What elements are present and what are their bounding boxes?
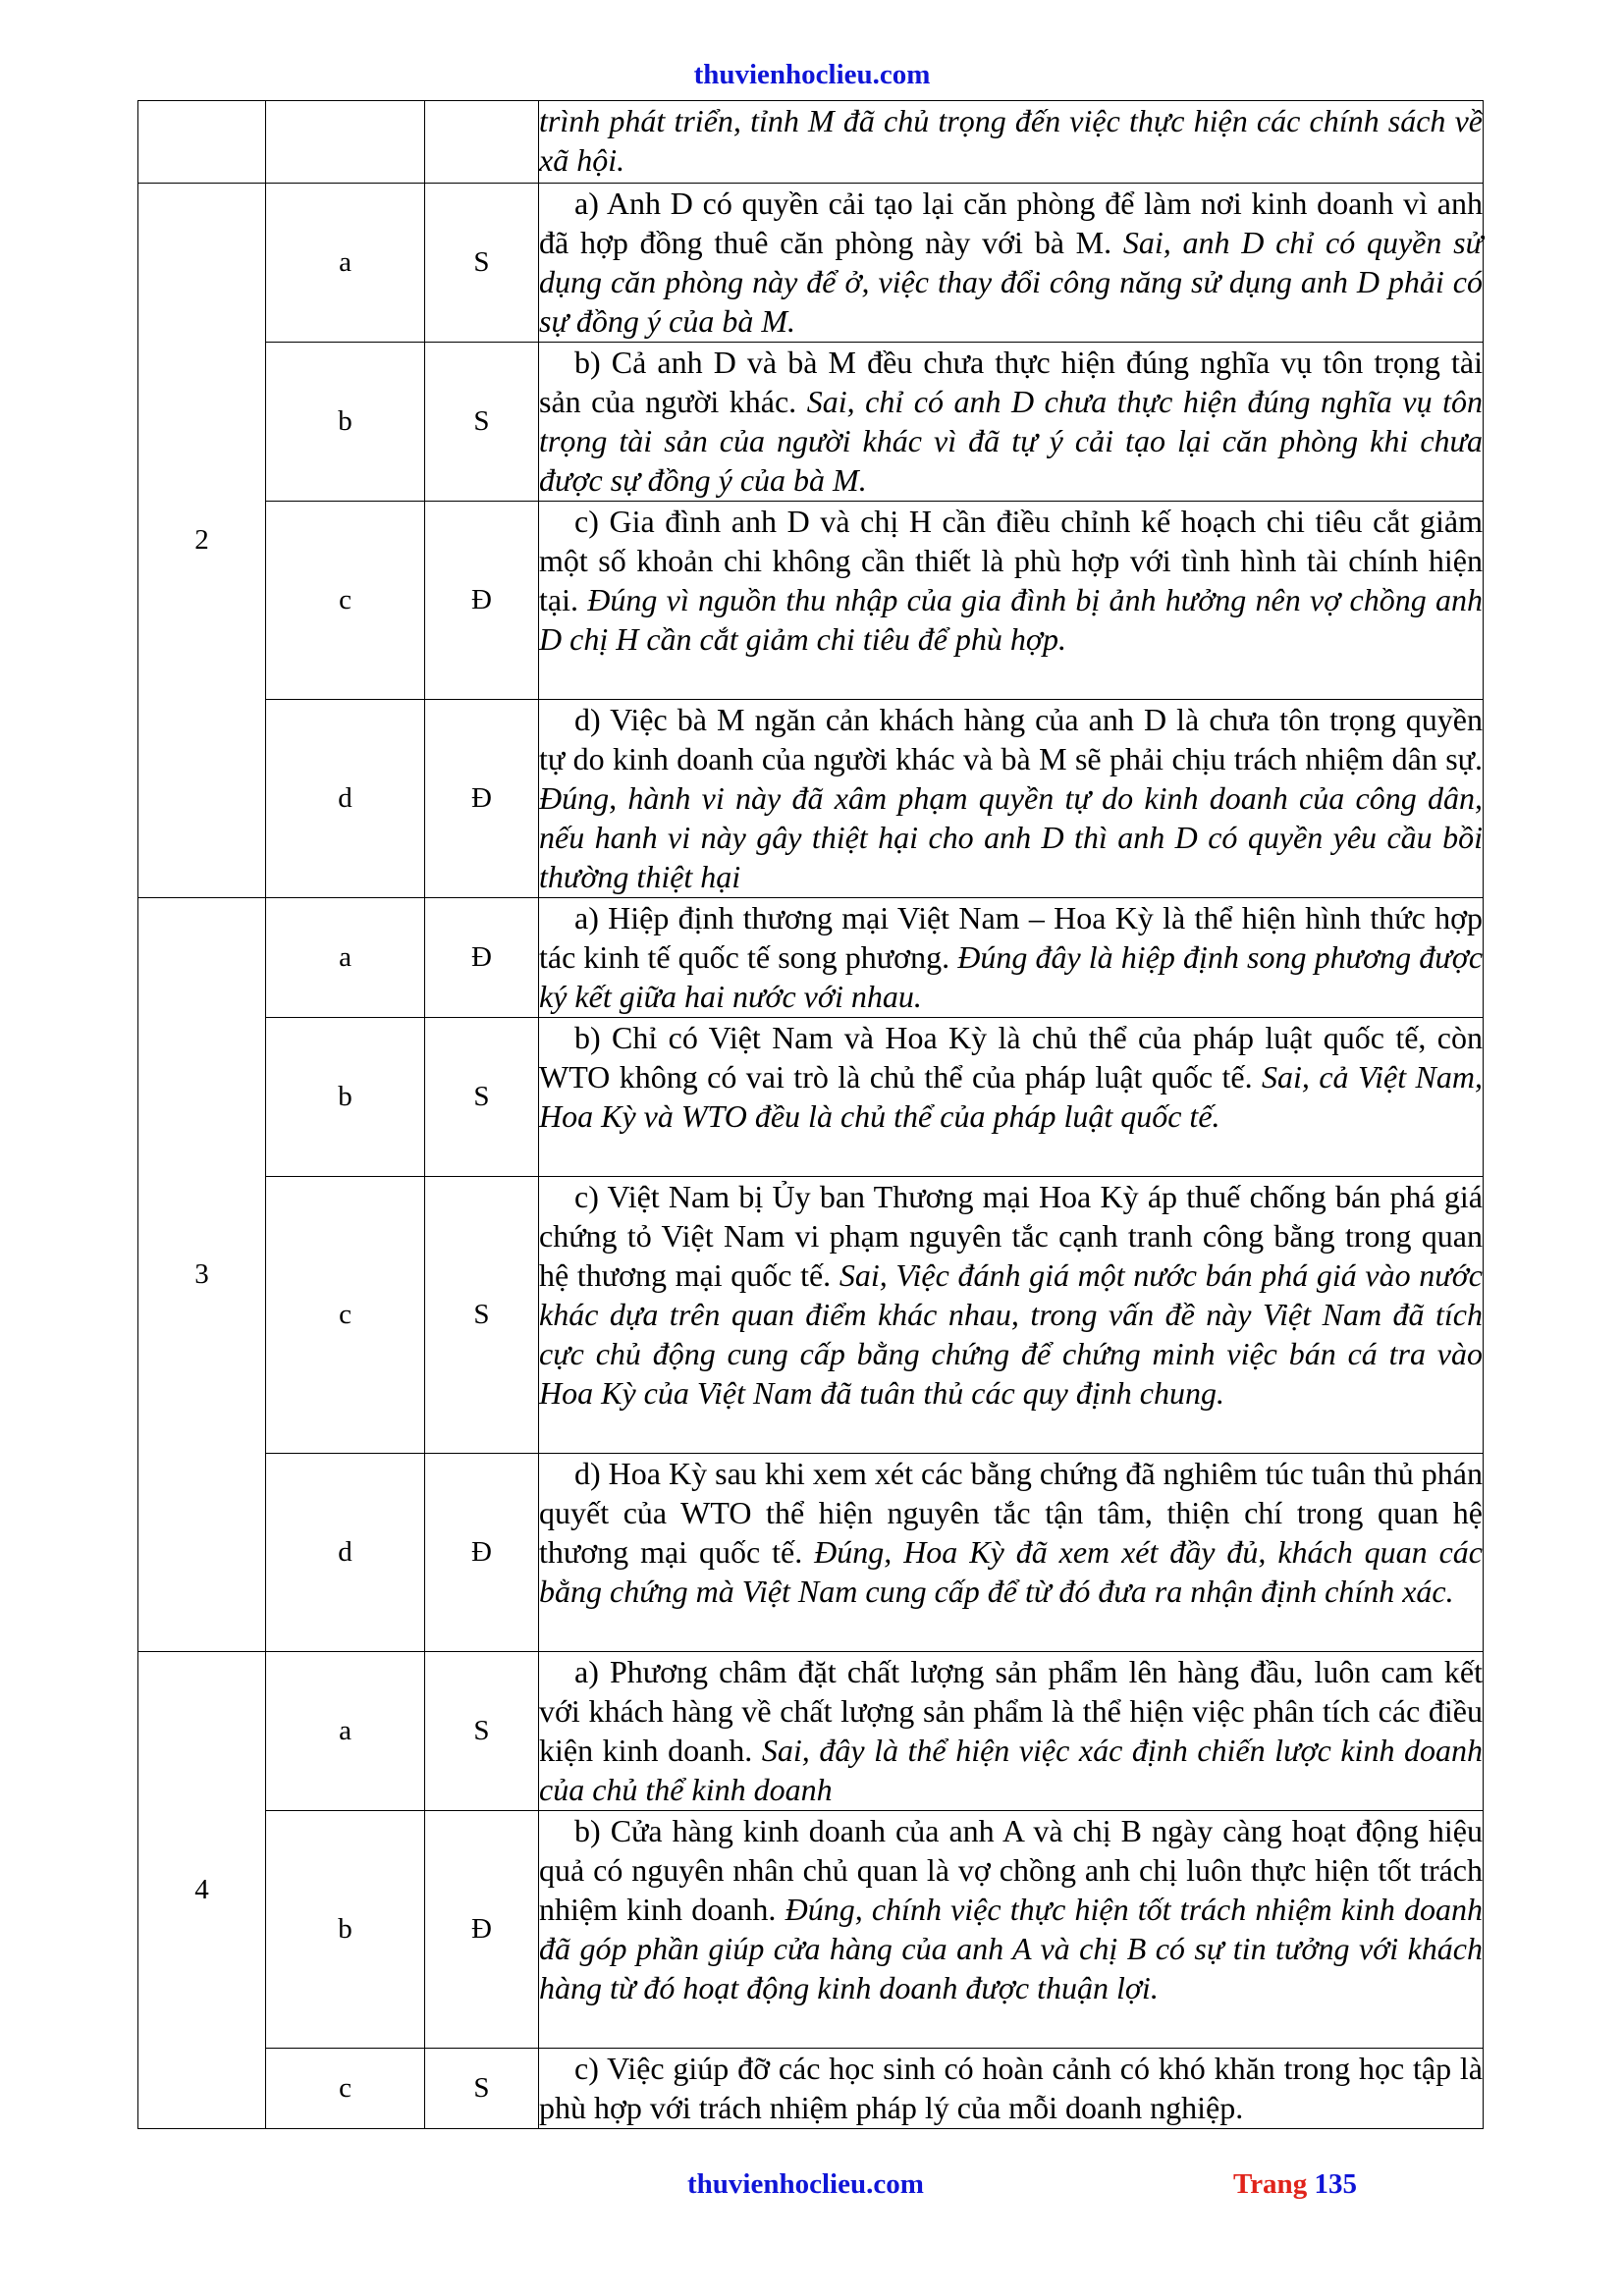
question-number-cell: 4 <box>138 1652 266 2129</box>
answer-table <box>137 100 1484 2129</box>
item-letter-cell: b <box>266 343 425 502</box>
answer-key-cell: S <box>425 343 539 502</box>
statement-text: d) Hoa Kỳ sau khi xem xét các bằng chứng đã nghiêm túc tuân thủ phán quyết của WTO thể hiện nguyên tắc tận tâm, thiện chí trong quan hệ thương mại quốc tế. <box>539 1456 1483 1570</box>
statement-cell <box>539 184 1484 343</box>
statement-text: a) Anh D có quyền cải tạo lại căn phòng để làm nơi kinh doanh vì anh đã hợp đồng thuê căn phòng này với bà M. <box>539 186 1483 260</box>
question-number-cell <box>138 101 266 184</box>
statement-cell <box>539 343 1484 502</box>
statement-cell <box>539 1652 1484 1811</box>
statement-text: a) Phương châm đặt chất lượng sản phẩm lên hàng đầu, luôn cam kết với khách hàng về chất lượng sản phẩm là thể hiện việc phân tích các điều kiện kinh doanh. <box>539 1654 1483 1768</box>
explanation-text: Sai, Việc đánh giá một nước bán phá giá vào nước khác dựa trên quan điểm khác nhau, trong vấn đề này Việt Nam đã tích cực chủ động cung cấp bằng chứng để chứng minh việc bán cá tra vào Hoa Kỳ của Việt Nam đã tuân thủ các quy định chung. <box>539 1257 1484 1411</box>
table-row <box>138 1652 1484 1811</box>
statement-cell <box>539 1811 1484 2049</box>
answer-key-cell: Đ <box>425 1454 539 1652</box>
answer-key-cell: S <box>425 2049 539 2129</box>
item-letter-cell: c <box>266 1177 425 1454</box>
statement-cell <box>539 1177 1484 1454</box>
table-row <box>138 1018 1484 1177</box>
item-letter-cell: d <box>266 700 425 898</box>
item-letter-cell: a <box>266 1652 425 1811</box>
statement-cell <box>539 101 1484 184</box>
item-letter-cell: b <box>266 1018 425 1177</box>
explanation-text: Sai, cả Việt Nam, Hoa Kỳ và WTO đều là chủ thể của pháp luật quốc tế. <box>539 1059 1484 1134</box>
answer-key-cell: Đ <box>425 1811 539 2049</box>
statement-cell <box>539 1454 1484 1652</box>
statement-text: d) Việc bà M ngăn cản khách hàng của anh D là chưa tôn trọng quyền tự do kinh doanh của người khác và bà M sẽ phải chịu trách nhiệm dân sự. <box>539 702 1483 776</box>
table-row <box>138 2049 1484 2129</box>
item-letter-cell: c <box>266 502 425 700</box>
answer-key-cell: S <box>425 184 539 343</box>
answer-key-cell <box>425 101 539 184</box>
explanation-text: Sai, anh D chỉ có quyền sử dụng căn phòng này để ở, việc thay đổi công năng sử dụng anh D phải có sự đồng ý của bà M. <box>539 225 1484 339</box>
item-letter-cell <box>266 101 425 184</box>
page-number-value: 135 <box>1314 2168 1357 2200</box>
statement-text: b) Cả anh D và bà M đều chưa thực hiện đúng nghĩa vụ tôn trọng tài sản của người khác. <box>539 345 1483 419</box>
explanation-text: trình phát triển, tỉnh M đã chủ trọng đến việc thực hiện các chính sách về xã hội. <box>539 103 1483 178</box>
site-footer: thuvienhoclieu.com <box>687 2168 924 2200</box>
table-row <box>138 184 1484 343</box>
table-row <box>138 1811 1484 2049</box>
statement-cell <box>539 502 1484 700</box>
statement-text: a) Hiệp định thương mại Việt Nam – Hoa Kỳ là thể hiện hình thức hợp tác kinh tế quốc tế song phương. <box>539 900 1483 975</box>
table-row <box>138 898 1484 1018</box>
answer-key-cell: Đ <box>425 898 539 1018</box>
table-row <box>138 101 1484 184</box>
statement-cell <box>539 898 1484 1018</box>
statement-cell <box>539 700 1484 898</box>
explanation-text: Đúng, chính việc thực hiện tốt trách nhiệm kinh doanh đã góp phần giúp cửa hàng của anh A và chị B có sự tin tưởng với khách hàng từ đó hoạt động kinh doanh được thuận lợi. <box>539 1892 1484 2005</box>
statement-text: c) Việt Nam bị Ủy ban Thương mại Hoa Kỳ áp thuế chống bán phá giá chứng tỏ Việt Nam vi phạm nguyên tắc cạnh tranh công bằng trong quan hệ thương mại quốc tế. <box>539 1179 1483 1293</box>
question-number-cell: 2 <box>138 184 266 898</box>
site-header: thuvienhoclieu.com <box>693 59 931 90</box>
item-letter-cell: c <box>266 2049 425 2129</box>
statement-text: b) Cửa hàng kinh doanh của anh A và chị B ngày càng hoạt động hiệu quả có nguyên nhân chủ quan là vợ chồng anh chị luôn thực hiện tốt trách nhiệm kinh doanh. <box>539 1813 1483 1927</box>
question-number-cell: 3 <box>138 898 266 1652</box>
page-number <box>1233 2168 1357 2201</box>
explanation-text: Đúng vì nguồn thu nhập của gia đình bị ảnh hưởng nên vợ chồng anh D chị H cần cắt giảm chi tiêu để phù hợp. <box>539 582 1484 657</box>
explanation-text: Sai, đây là thể hiện việc xác định chiến lược kinh doanh của chủ thể kinh doanh <box>539 1733 1484 1807</box>
statement-text: c) Gia đình anh D và chị H cần điều chỉnh kế hoạch chi tiêu cắt giảm một số khoản chi không cần thiết là phù hợp với tình hình tài chính hiện tại. <box>539 504 1483 617</box>
statement-cell <box>539 1018 1484 1177</box>
explanation-text: Đúng, Hoa Kỳ đã xem xét đầy đủ, khách quan các bằng chứng mà Việt Nam cung cấp để từ đó đưa ra nhận định chính xác. <box>539 1534 1484 1609</box>
item-letter-cell: b <box>266 1811 425 2049</box>
answer-key-cell: S <box>425 1018 539 1177</box>
item-letter-cell: a <box>266 898 425 1018</box>
table-row <box>138 343 1484 502</box>
answer-key-cell: Đ <box>425 700 539 898</box>
answer-key-cell: S <box>425 1177 539 1454</box>
explanation-text: Đúng, hành vi này đã xâm phạm quyền tự do kinh doanh của công dân, nếu hanh vi này gây thiệt hại cho anh D thì anh D có quyền yêu cầu bồi thường thiệt hại <box>539 780 1483 894</box>
table-row <box>138 502 1484 700</box>
answer-key-cell: S <box>425 1652 539 1811</box>
statement-text: c) Việc giúp đỡ các học sinh có hoàn cảnh có khó khăn trong học tập là phù hợp với trách nhiệm pháp lý của mỗi doanh nghiệp. <box>539 2051 1483 2125</box>
statement-text: b) Chỉ có Việt Nam và Hoa Kỳ là chủ thể của pháp luật quốc tế, còn WTO không có vai trò là chủ thể của pháp luật quốc tế. <box>539 1020 1483 1095</box>
explanation-text: Sai, chỉ có anh D chưa thực hiện đúng nghĩa vụ tôn trọng tài sản của người khác vì đã tự ý cải tạo lại căn phòng khi chưa được sự đồng ý của bà M. <box>539 384 1484 498</box>
table-row <box>138 1454 1484 1652</box>
page-label-text: Trang <box>1233 2168 1308 2200</box>
item-letter-cell: d <box>266 1454 425 1652</box>
explanation-text: Đúng đây là hiệp định song phương được ký kết giữa hai nước với nhau. <box>539 939 1484 1014</box>
table-row <box>138 700 1484 898</box>
answer-key-cell: Đ <box>425 502 539 700</box>
table-row <box>138 1177 1484 1454</box>
statement-cell <box>539 2049 1484 2129</box>
item-letter-cell: a <box>266 184 425 343</box>
